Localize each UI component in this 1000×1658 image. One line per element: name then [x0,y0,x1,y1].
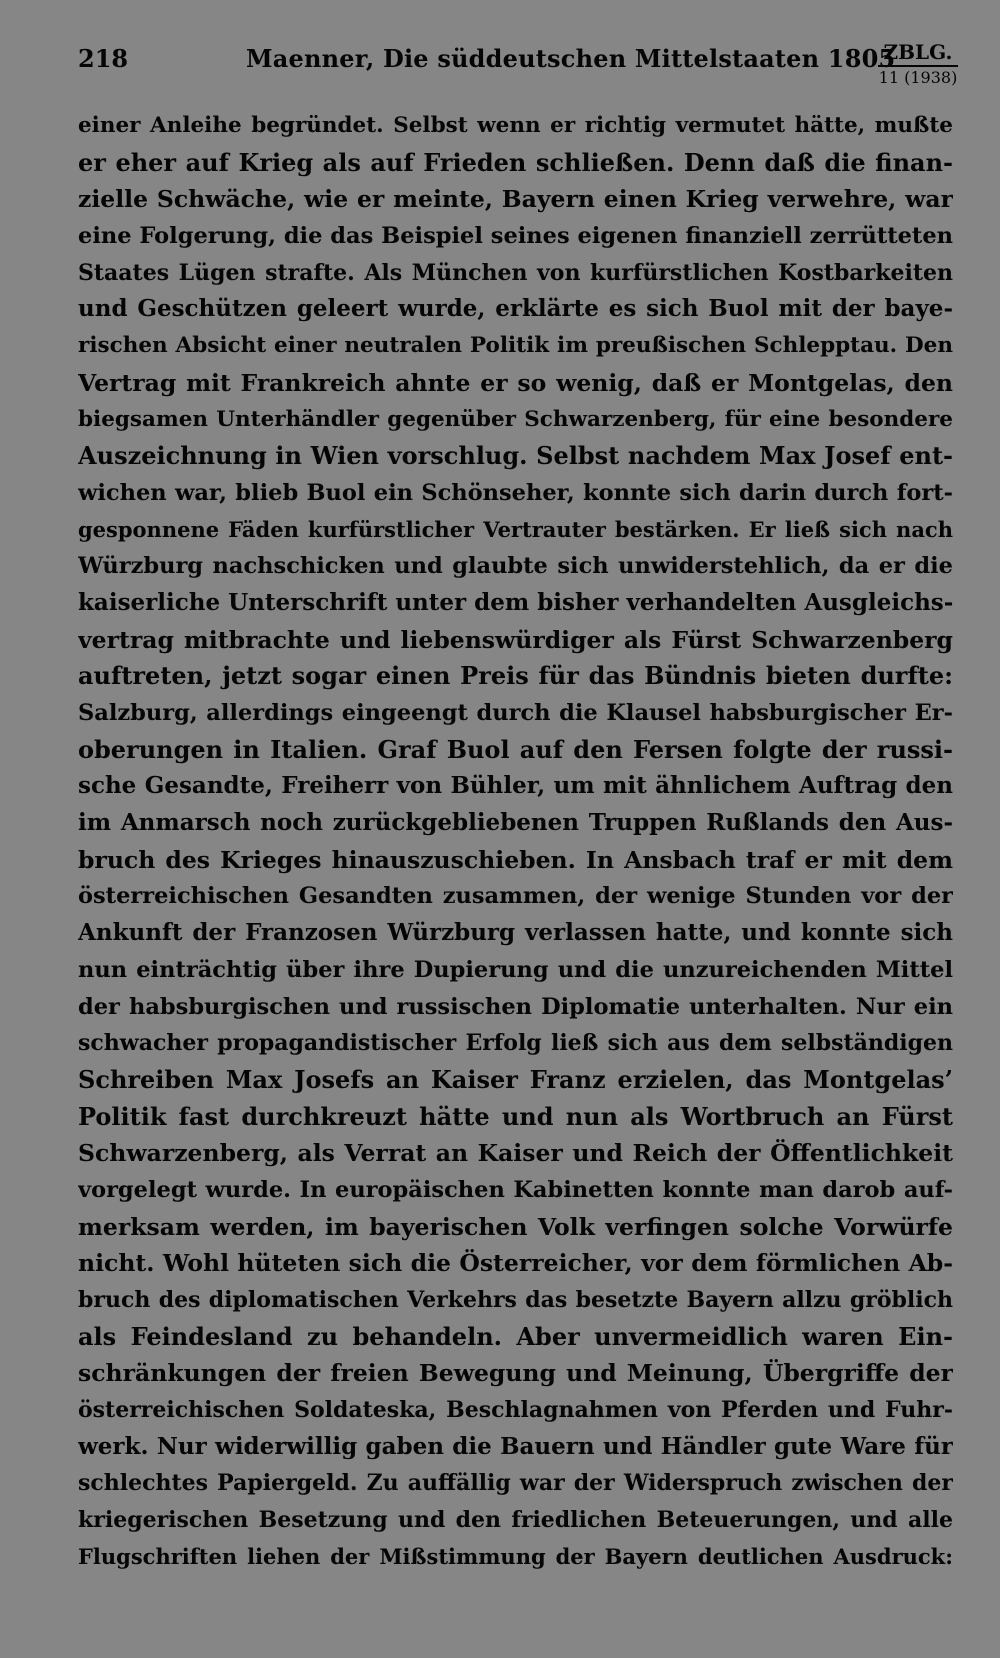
text-line: wichen war, blieb Buol ein Schönseher, konnte sich darin durch fort- [78,479,953,506]
text-line: einer Anleihe begründet. Selbst wenn er richtig vermutet hätte, mußte [78,113,953,138]
body-text [78,108,953,1576]
text-line: biegsamen Unterhändler gegenüber Schwarzenberg, für eine besondere [78,406,953,432]
text-line: eine Folgerung, die das Beispiel seines eigenen finanziell zerrütteten [78,223,953,250]
text-line: sche Gesandte, Freiherr von Bühler, um mit ähnlichem Auftrag den [78,772,953,800]
journal-abbreviation: ZBLG. [878,40,958,67]
page-number: 218 [78,44,129,73]
text-line: gesponnene Fäden kurfürstlicher Vertrauter bestärken. Er ließ sich nach [78,516,953,542]
text-line: vorgelegt wurde. In europäischen Kabinetten konnte man darob auf- [78,1176,953,1203]
text-line: zielle Schwäche, wie er meinte, Bayern einen Krieg verwehre, war [78,185,953,214]
text-line: bruch des Krieges hinauszuschieben. In Ansbach traf er mit dem [78,845,953,874]
text-line: oberungen in Italien. Graf Buol auf den Fersen folgte der russi- [78,734,953,764]
text-line: als Feindesland zu behandeln. Aber unvermeidlich waren Ein- [78,1321,953,1351]
text-line: kriegerischen Besetzung und den friedlichen Beteuerungen, und alle [78,1507,953,1534]
text-line: werk. Nur widerwillig gaben die Bauern und Händler gute Ware für [78,1432,953,1460]
journal-volume: 11 (1938) [878,68,958,87]
journal-reference [878,40,958,89]
text-line: schwacher propagandistischer Erfolg ließ sich aus dem selbständigen [78,1030,953,1057]
running-head: Maenner, Die süddeutschen Mittelstaaten 1805 [246,44,896,73]
text-line: Staates Lügen strafte. Als München von kurfürstlichen Kostbarkeiten [78,259,953,286]
text-line: schlechtes Papiergeld. Zu auffällig war der Widerspruch zwischen der [78,1470,953,1497]
text-line: der habsburgischen und russischen Diplomatie unterhalten. Nur ein [78,993,953,1020]
text-line: schränkungen der freien Bewegung und Meinung, Übergriffe der [78,1359,953,1388]
text-line: Politik fast durchkreuzt hätte und nun als Wortbruch an Fürst [78,1101,953,1131]
text-line: österreichischen Soldateska, Beschlagnahmen von Pferden und Fuhr- [78,1397,953,1424]
text-line: auftreten, jetzt sogar einen Preis für das Bündnis bieten durfte: [78,661,953,691]
text-line: im Anmarsch noch zurückgebliebenen Truppen Rußlands den Aus- [78,809,953,837]
text-line: Würzburg nachschicken und glaubte sich unwiderstehlich, da er die [78,553,953,580]
text-line: Flugschriften liehen der Mißstimmung der Bayern deutlichen Ausdruck: [78,1543,953,1569]
text-line: Auszeichnung in Wien vorschlug. Selbst nachdem Max Josef ent- [78,441,953,471]
page-header [78,40,958,90]
text-line: vertrag mitbrachte und liebenswürdiger als Fürst Schwarzenberg [78,625,953,654]
text-line: bruch des diplomatischen Verkehrs das besetzte Bayern allzu gröblich [78,1287,953,1313]
text-line: merksam werden, im bayerischen Volk verfingen solche Vorwürfe [78,1212,953,1241]
text-line: Salzburg, allerdings eingeengt durch die Klausel habsburgischer Er- [78,700,953,726]
text-line: er eher auf Krieg als auf Frieden schließen. Denn daß die finan- [78,147,953,177]
text-line: und Geschützen geleert wurde, erklärte es sich Buol mit der baye- [78,295,953,323]
text-line: Vertrag mit Frankreich ahnte er so wenig, daß er Montgelas, den [78,368,953,397]
text-line: nun einträchtig über ihre Dupierung und die unzureichenden Mittel [78,956,953,983]
text-line: kaiserliche Unterschrift unter dem bisher verhandelten Ausgleichs- [78,588,953,616]
text-line: rischen Absicht einer neutralen Politik im preußischen Schlepptau. Den [78,333,953,359]
text-line: österreichischen Gesandten zusammen, der wenige Stunden vor der [78,883,953,910]
text-line: nicht. Wohl hüteten sich die Österreicher, vor dem förmlichen Ab- [78,1249,953,1278]
text-line: Schwarzenberg, als Verrat an Kaiser und Reich der Öffentlichkeit [78,1139,953,1168]
text-line: Ankunft der Franzosen Würzburg verlassen hatte, und konnte sich [78,919,953,947]
text-line: Schreiben Max Josefs an Kaiser Franz erzielen, das Montgelas’ [78,1064,953,1094]
